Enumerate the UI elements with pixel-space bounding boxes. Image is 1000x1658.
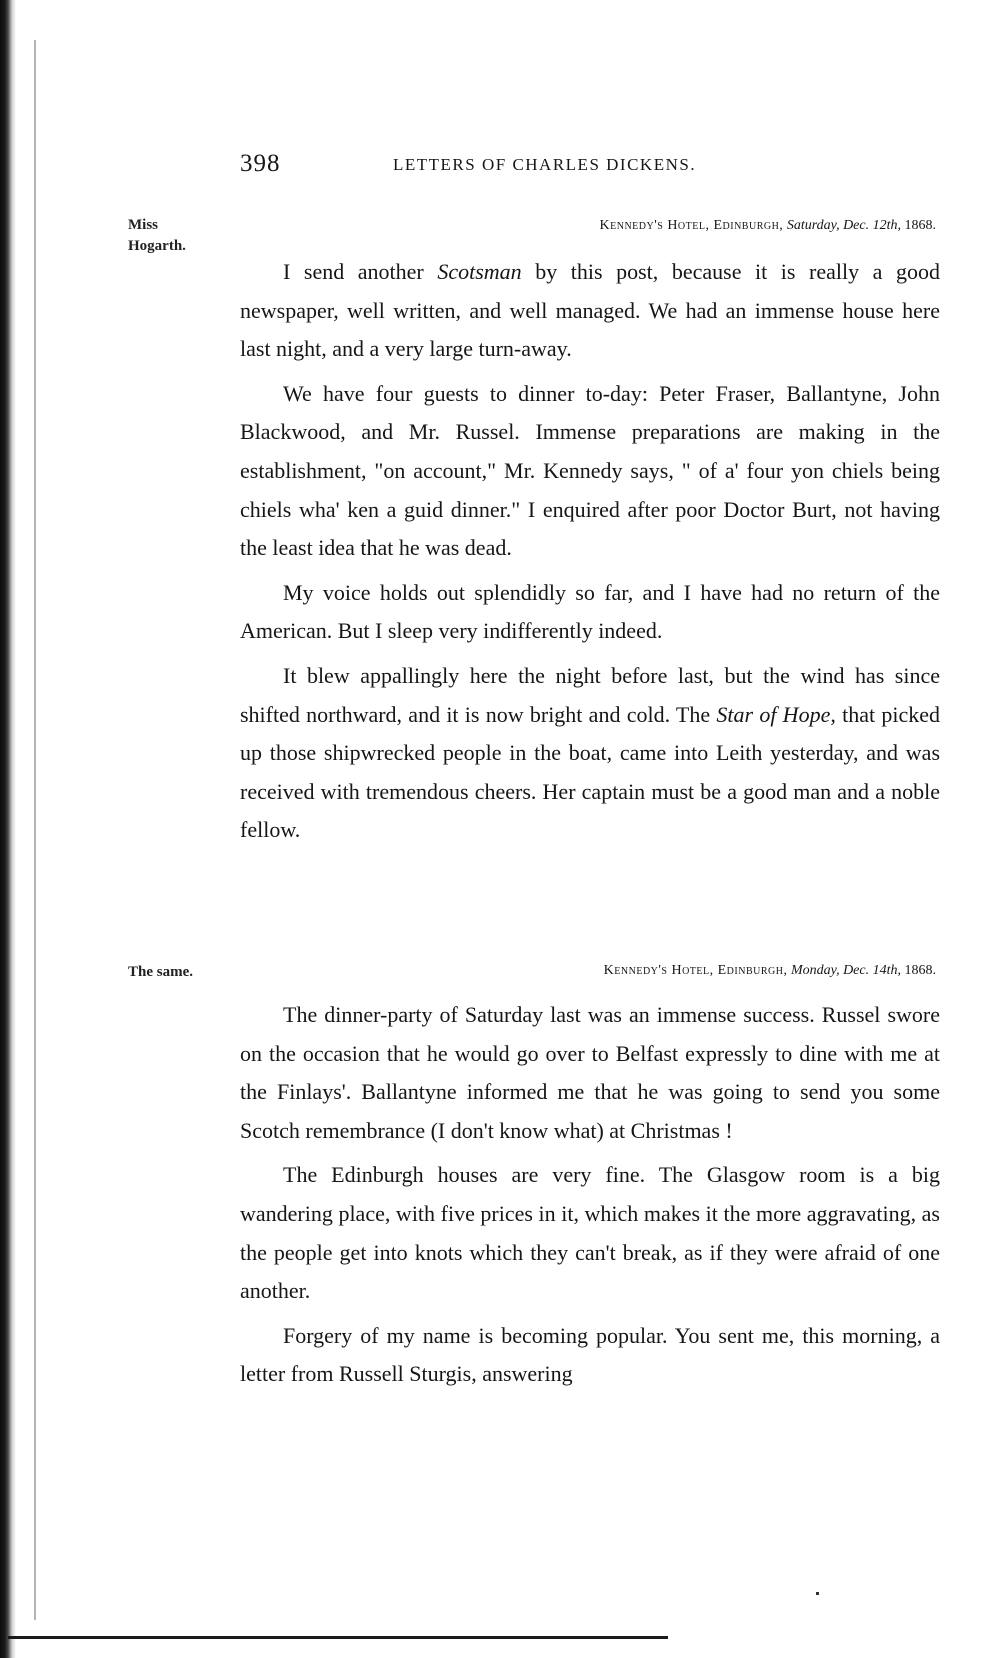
letter-heading [604,963,936,979]
emphasis: Star of Hope, [716,701,836,727]
margin-recipient-line: Hogarth. [128,238,186,254]
letter-body [240,996,940,1394]
margin-recipient-line: Miss [128,217,158,233]
margin-recipient [128,962,193,983]
margin-recipient [128,215,186,257]
paragraph: The Edinburgh houses are very fine. The Glasgow room is a big wandering place, with five prices in it, which makes it the more aggravating, as the people get into knots which they can't break, as if they were afraid of one another. [240,1162,940,1304]
letter-date: Monday, Dec. 14th, [790,963,901,978]
letter-place: Kennedy's Hotel, Edinburgh, [599,218,784,233]
letter-place: Kennedy's Hotel, Edinburgh, [603,963,788,978]
ink-speck [816,1592,819,1595]
paragraph: My voice holds out splendidly so far, and I have had no return of the American. But I sleep very indifferently indeed. [240,579,940,644]
letter-heading [600,218,936,234]
margin-recipient-line: The same. [128,964,193,980]
letter-year: 1868. [904,963,936,978]
letter-year: 1868. [904,218,936,233]
paragraph: Forgery of my name is becoming popular. You sent me, this morning, a letter from Russell Sturgis, answering [240,1322,940,1387]
letter-body [240,253,940,850]
emphasis: Scotsman [437,259,522,284]
paragraph: We have four guests to dinner to-day: Peter Fraser, Ballantyne, John Blackwood, and Mr. Russel. Immense preparations are making in the establishment, "on account," Mr. Kennedy says, " of a' four yon chiels being chiels wha' ken a guid dinner." I enquired after poor Doctor Burt, not having the least idea that he was dead. [240,380,940,561]
paragraph: I send another Scotsman by this post, because it is really a good newspaper, well written, and well managed. We had an immense house here last night, and a very large turn-away. [240,259,941,362]
book-spine-shadow [0,0,16,1658]
letter-date: Saturday, Dec. 12th, [786,218,901,233]
page-number: 398 [240,150,281,177]
paragraph: The dinner-party of Saturday last was an immense success. Russel swore on the occasion that he would go over to Belfast expressly to dine with me at the Finlays'. Ballantyne informed me that he was going to send you some Scotch remembrance (I don't know what) at Christmas ! [240,1002,940,1143]
paragraph: It blew appallingly here the night before last, but the wind has since shifted northward, and it is now bright and cold. The Star of Hope, that picked up those shipwrecked people in the boat, came into Leith yesterday, and was received with tremendous cheers. Her captain must be a good man and a noble fellow. [240,662,940,843]
running-head: LETTERS OF CHARLES DICKENS. [393,155,697,174]
page-bottom-edge [8,1636,668,1639]
gutter-line [34,40,36,1620]
